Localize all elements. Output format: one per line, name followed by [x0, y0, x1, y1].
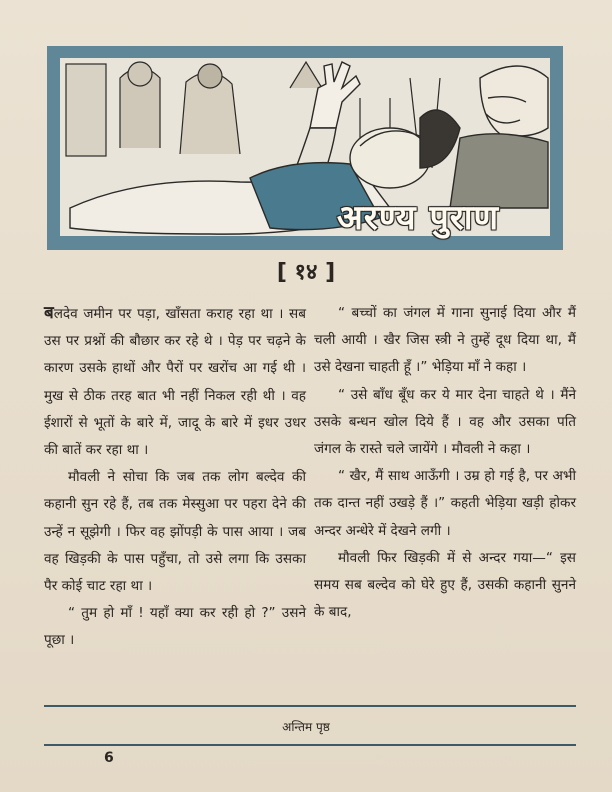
left-paragraph-1	[44, 300, 306, 464]
left-paragraph-3: “ तुम हो माँ ! यहाँ क्या कर रही हो ?” उसने पूछा ।	[44, 605, 306, 649]
drop-cap: ब	[44, 303, 54, 323]
right-paragraph-1: “ बच्चों का जंगल में गाना सुनाई दिया और मैं चली आयी । खैर जिस स्त्री ने तुम्हें दूध दिया था, मैं उसे देखना चाहती हूँ ।” भेड़िया माँ ने कहा ।	[314, 305, 576, 376]
left-paragraph-1-text: लदेव जमीन पर पड़ा, खाँसता कराह रहा था । सब उस पर प्रश्नों की बौछार कर रहे थे । पेड़ पर चढ़ने के कारण उसके हाथों और पैरों पर खरोंच आ गई थी । मुख से ठीक तरह बात भी नहीं निकल रही थी । वह ईशारों से भूतों के बारे में, जादू के बारे में इधर उधर की बातें कर रहा था ।	[44, 306, 306, 459]
footer-rule-top	[44, 705, 576, 707]
story-title: अरण्य पुराण	[336, 198, 500, 238]
left-column	[44, 300, 306, 655]
footer-rule-bottom	[44, 744, 576, 746]
right-paragraph-3: “ खैर, मैं साथ आऊँगी । उम्र हो गई है, पर अभी तक दान्त नहीं उखड़े हैं ।” कहती भेड़िया खड़ी होकर अन्दर अन्धेरे में देखने लगी ।	[314, 468, 576, 539]
footer-label: अन्तिम पृष्ठ	[282, 720, 330, 734]
left-paragraph-2: मौवली ने सोचा कि जब तक लोग बल्देव की कहानी सुन रहे हैं, तब तक मेस्सुआ पर पहरा देने की उन्हें न सूझेगी । फिर वह झोंपड़ी के पास आया । जब वह खिड़की के पास पहुँचा, तो उसे लगा कि उसका पैर कोई चाट रहा था ।	[44, 469, 306, 595]
right-paragraph-2: “ उसे बाँध बूँध कर ये मार देना चाहते थे । मैंने उसके बन्धन खोल दिये हैं । वह और उसका पति जंगल के रास्ते चले जायेंगे । मौवली ने कहा ।	[314, 386, 576, 458]
right-paragraph-4: मौवली फिर खिड़की में से अन्दर गया—“ इस समय सब बल्देव को घेरे हुए हैं, उसकी कहानी सुनने के बाद,	[314, 549, 576, 621]
chapter-number: [ १४ ]	[276, 260, 336, 285]
page-number: 6	[104, 750, 114, 766]
right-column	[314, 300, 576, 626]
